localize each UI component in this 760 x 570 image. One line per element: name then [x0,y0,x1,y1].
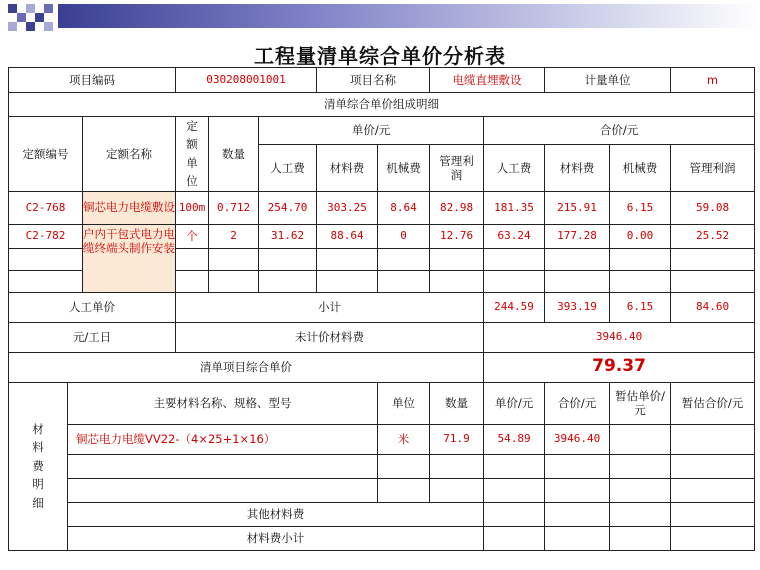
materials-col-price: 单价/元 [484,382,545,424]
col-unit-price: 单价/元 [259,117,484,145]
labor-price-label: 人工单价 [9,292,176,322]
col-unit-mgmt: 管理利润 [430,145,484,191]
quota-qty: 0.712 [209,191,259,224]
unit-material: 88.64 [317,224,378,248]
materials-col-total: 合价/元 [545,382,610,424]
unpriced-value: 3946.40 [484,322,755,352]
col-total-labor: 人工费 [484,145,545,191]
quota-unit: 个 [176,224,209,248]
materials-header-row [9,382,755,424]
section-title: 清单综合单价组成明细 [9,93,755,117]
total-machine: 6.15 [610,191,671,224]
unit-label: 计量单位 [545,68,671,93]
materials-col-qty: 数量 [430,382,484,424]
quota-no: C2-782 [9,224,83,248]
material-total: 3946.40 [545,424,610,454]
quota-name: 铜芯电力电缆敷设 [83,191,176,224]
materials-col-unit: 单位 [378,382,430,424]
col-quota-no: 定额编号 [9,117,83,192]
unit-mgmt: 82.98 [430,191,484,224]
per-day-label: 元/工日 [9,322,176,352]
col-unit-machine: 机械费 [378,145,430,191]
quota-qty: 2 [209,224,259,248]
unit-labor: 31.62 [259,224,317,248]
composite-label: 清单项目综合单价 [9,352,484,382]
total-mgmt: 25.52 [671,224,755,248]
analysis-table [8,67,755,551]
quota-name: 户内干包式电力电缆终端头制作安装 [83,224,176,292]
other-materials-label: 其他材料费 [68,502,484,526]
material-unit: 米 [378,424,430,454]
material-qty: 71.9 [430,424,484,454]
unit-material: 303.25 [317,191,378,224]
list-item-empty [9,478,755,502]
unpriced-row [9,322,755,352]
unit-mgmt: 12.76 [430,224,484,248]
total-material: 215.91 [545,191,610,224]
col-total-price: 合价/元 [484,117,755,145]
col-quota-unit: 定额单位 [176,117,209,192]
subtotal-material: 393.19 [545,292,610,322]
other-materials-row [9,502,755,526]
quota-unit: 100m [176,191,209,224]
subtotal-row [9,292,755,322]
code-label: 项目编码 [9,68,176,93]
col-quota-name: 定额名称 [83,117,176,192]
name-label: 项目名称 [317,68,430,93]
unit-machine: 8.64 [378,191,430,224]
total-labor: 63.24 [484,224,545,248]
subtotal-label: 小计 [176,292,484,322]
composite-row [9,352,755,382]
col-total-mgmt: 管理利润 [671,145,755,191]
col-unit-labor: 人工费 [259,145,317,191]
code-value: 030208001001 [176,68,317,93]
analysis-table-frame [8,67,754,551]
material-price: 54.89 [484,424,545,454]
total-machine: 0.00 [610,224,671,248]
subtotal-machine: 6.15 [610,292,671,322]
col-unit-material: 材料费 [317,145,378,191]
list-item-empty [9,454,755,478]
unpriced-label: 未计价材料费 [176,322,484,352]
total-material: 177.28 [545,224,610,248]
table-row [9,191,755,224]
table-row [9,224,755,248]
material-name: 铜芯电力电缆VV22-（4×25+1×16） [68,424,378,454]
header-row [9,68,755,93]
materials-subtotal-row [9,526,755,550]
materials-col-est-total: 暂估合价/元 [671,382,755,424]
materials-subtotal-label: 材料费小计 [68,526,484,550]
col-qty: 数量 [209,117,259,192]
col-total-machine: 机械费 [610,145,671,191]
col-total-material: 材料费 [545,145,610,191]
total-labor: 181.35 [484,191,545,224]
materials-col-name: 主要材料名称、规格、型号 [68,382,378,424]
name-value: 电缆直埋敷设 [430,68,545,93]
materials-side-label: 材料费明细 [9,382,68,550]
subtotal-mgmt: 84.60 [671,292,755,322]
quota-no: C2-768 [9,191,83,224]
unit-labor: 254.70 [259,191,317,224]
unit-machine: 0 [378,224,430,248]
list-item [9,424,755,454]
page-title: 工程量清单综合单价分析表 [254,44,506,68]
composite-value: 79.37 [484,352,755,382]
unit-value: m [671,68,755,93]
header-decoration [0,0,760,34]
subtotal-labor: 244.59 [484,292,545,322]
materials-col-est-price: 暂估单价/元 [610,382,671,424]
total-mgmt: 59.08 [671,191,755,224]
